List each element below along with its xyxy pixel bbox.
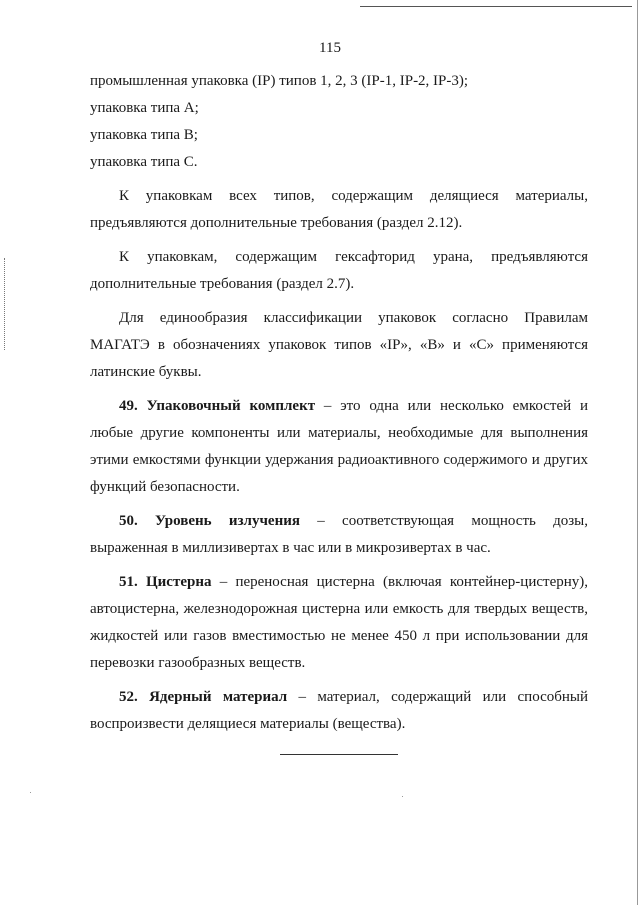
list-item-ip: промышленная упаковка (IP) типов 1, 2, 3 (IP-1, IP-2, IP-3); bbox=[90, 73, 469, 89]
list-item-type-b: упаковка типа В; bbox=[90, 127, 198, 143]
definition-51-tank bbox=[90, 569, 588, 677]
definition-text: – материал, содержащий или способный воспроизвести делящиеся материалы (вещества). bbox=[90, 689, 588, 732]
paragraph-uf6-requirements: К упаковкам, содержащим гексафторид урана, предъявляются дополнительные требования (раздел 2.7). bbox=[90, 249, 588, 292]
paragraph-iaea-notation: Для единообразия классификации упаковок согласно Правилам МАГАТЭ в обозначениях упаковок типов «IP», «В» и «С» применяются латинские буквы. bbox=[90, 310, 588, 380]
definition-text: – соответствующая мощность дозы, выраженная в миллизивертах в час или в микрозивертах в час. bbox=[90, 513, 588, 556]
scan-left-mark bbox=[4, 258, 5, 350]
scan-speck bbox=[30, 792, 31, 793]
footnote-separator bbox=[280, 754, 398, 755]
definition-text: – это одна или несколько емкостей и любые другие компоненты или материалы, необходимые для выполнения этими емкостями функции удержания радиоактивного содержимого и других функций безопасности. bbox=[90, 398, 588, 495]
paragraph-fissile-requirements: К упаковкам всех типов, содержащим делящиеся материалы, предъявляются дополнительные требования (раздел 2.12). bbox=[90, 188, 588, 231]
scan-right-border bbox=[637, 0, 638, 905]
definition-49-packaging bbox=[90, 393, 588, 501]
definition-term: 49. Упаковочный комплект bbox=[119, 398, 316, 414]
scan-top-border bbox=[360, 6, 632, 7]
list-item-type-c: упаковка типа С. bbox=[90, 154, 198, 170]
definition-52-nuclear-material bbox=[90, 684, 588, 738]
page-number: 115 bbox=[319, 40, 341, 56]
list-item-type-a: упаковка типа А; bbox=[90, 100, 199, 116]
definition-term: 52. Ядерный материал bbox=[119, 689, 288, 705]
definition-term: 51. Цистерна bbox=[119, 574, 212, 590]
definition-term: 50. Уровень излучения bbox=[119, 513, 300, 529]
definition-50-radiation-level bbox=[90, 508, 588, 562]
definition-text: – переносная цистерна (включая контейнер-цистерну), автоцистерна, железнодорожная цистерна или емкость для твердых веществ, жидкостей или газов вместимостью не менее 450 л при использовании для перевозки газообразных веществ. bbox=[90, 574, 588, 671]
scan-speck bbox=[402, 796, 403, 797]
document-body bbox=[90, 68, 588, 738]
